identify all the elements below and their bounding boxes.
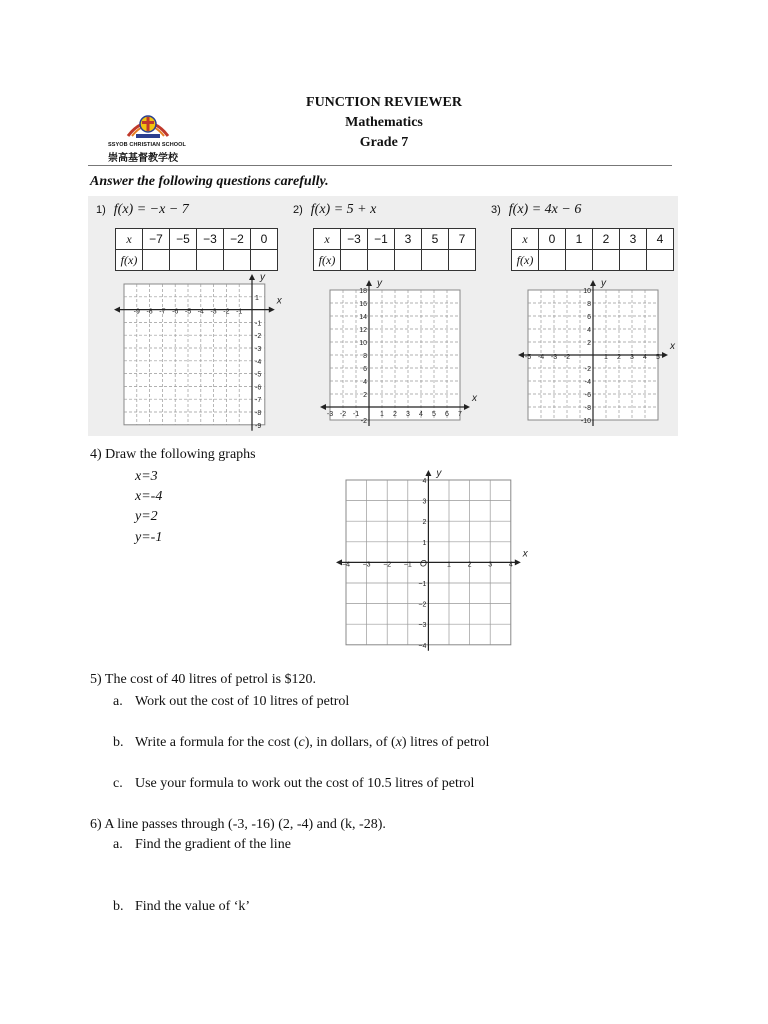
y-tick-label: 1	[255, 294, 259, 302]
x-axis-arrow-icon	[518, 352, 524, 358]
table-answer-cell[interactable]	[224, 250, 251, 271]
y-axis-label: y	[377, 278, 382, 289]
table-x-header: x	[314, 229, 341, 250]
y-tick-label: 8	[587, 301, 591, 308]
x-tick-label: -5	[184, 308, 192, 316]
x-tick-label: -1	[236, 308, 243, 316]
item-text: Write a formula for the cost (	[135, 735, 299, 750]
y-axis-label: y	[436, 468, 442, 479]
table-answer-cell[interactable]	[251, 250, 278, 271]
table-fx-header: f(x)	[512, 250, 539, 271]
problem-2-graph	[314, 274, 484, 434]
x-tick-label: -3	[550, 354, 558, 361]
y-tick-label: 10	[359, 340, 367, 347]
item-text: Use your formula to work out the cost of 10.5 litres of petrol	[135, 776, 475, 791]
x-tick-label: -9	[133, 308, 140, 316]
y-tick-label: -2	[255, 333, 262, 341]
x-tick-label: 4	[508, 561, 513, 569]
q4-line: x=3	[135, 469, 158, 484]
y-tick-label: 3	[422, 498, 427, 506]
y-axis-label: y	[601, 278, 606, 289]
x-axis-label: x	[522, 548, 528, 560]
y-tick-label: -2	[360, 418, 367, 425]
q4-graph	[332, 460, 532, 656]
table-cell: 7	[449, 229, 476, 250]
y-axis-arrow-icon	[425, 470, 431, 476]
x-tick-label: -6	[172, 308, 179, 316]
table-answer-cell[interactable]	[620, 250, 647, 271]
y-tick-label: −3	[418, 622, 427, 630]
y-tick-label: -4	[584, 379, 591, 386]
y-tick-label: -7	[255, 397, 262, 405]
problem-2-equation: f(x) = 5 + x	[310, 202, 377, 217]
y-tick-label: 18	[359, 288, 367, 295]
header-divider	[88, 165, 672, 166]
x-tick-label: 3	[406, 411, 410, 418]
y-tick-label: 10	[583, 288, 591, 295]
table-cell: −3	[341, 229, 368, 250]
table-cell: −1	[368, 229, 395, 250]
problem-3-table	[511, 228, 674, 271]
y-tick-label: -6	[255, 384, 262, 392]
table-cell: −2	[224, 229, 251, 250]
x-tick-label: 1	[447, 561, 451, 569]
problem-1-number: 1)	[96, 204, 106, 216]
y-tick-label: 14	[359, 314, 367, 321]
table-answer-cell[interactable]	[341, 250, 368, 271]
x-tick-label: 2	[467, 561, 472, 569]
y-tick-label: -2	[584, 366, 591, 373]
instructions: Answer the following questions carefully.	[90, 174, 329, 189]
x-axis-arrow-icon	[662, 352, 668, 358]
x-tick-label: −1	[403, 561, 412, 569]
y-tick-label: -10	[580, 418, 591, 425]
problem-3-equation: f(x) = 4x − 6	[508, 202, 582, 217]
x-tick-label: -2	[563, 354, 571, 361]
x-tick-label: -8	[146, 308, 153, 316]
x-tick-label: 1	[380, 411, 384, 418]
item-text: ) litres of petrol	[401, 735, 490, 750]
x-axis-arrow-icon	[269, 307, 275, 313]
y-tick-label: 12	[359, 327, 367, 334]
x-tick-label: -7	[159, 308, 166, 316]
school-crest-icon	[108, 108, 192, 142]
table-fx-header: f(x)	[116, 250, 143, 271]
y-tick-label: -8	[584, 405, 591, 412]
table-x-header: x	[512, 229, 539, 250]
x-tick-label: 4	[419, 411, 423, 418]
x-tick-label: −2	[383, 561, 392, 569]
x-axis-arrow-icon	[515, 559, 521, 565]
x-tick-label: 4	[643, 354, 647, 361]
x-axis-label: x	[670, 341, 675, 352]
x-tick-label: −4	[342, 561, 350, 569]
q4-line: x=-4	[135, 489, 163, 504]
x-tick-label: -3	[326, 411, 334, 418]
q5-item-a	[113, 694, 349, 710]
document-grade: Grade 7	[359, 135, 409, 150]
origin-label: O	[419, 558, 427, 569]
item-text: Find the value of ‘k’	[135, 899, 251, 914]
x-axis-arrow-icon	[114, 307, 120, 313]
table-answer-cell[interactable]	[593, 250, 620, 271]
y-tick-label: 8	[363, 353, 367, 360]
y-tick-label: -3	[255, 346, 262, 353]
q6-item-a	[113, 837, 291, 853]
x-tick-label: 2	[617, 354, 621, 361]
q5-item-c	[113, 776, 474, 792]
school-logo	[108, 108, 192, 168]
y-tick-label: 4	[422, 478, 427, 485]
item-letter: a.	[113, 837, 123, 852]
q5-prompt: 5) The cost of 40 litres of petrol is $120.	[90, 672, 317, 687]
item-text: Work out the cost of 10 litres of petrol	[135, 694, 350, 709]
y-tick-label: -9	[255, 422, 262, 430]
x-tick-label: 3	[630, 354, 634, 361]
x-tick-label: 6	[445, 411, 449, 418]
problem-1-equation: f(x) = −x − 7	[113, 202, 189, 217]
y-tick-label: 1	[422, 539, 427, 547]
y-tick-label: 4	[587, 327, 591, 334]
x-axis-label: x	[276, 295, 282, 307]
y-tick-label: -6	[584, 392, 591, 399]
y-tick-label: -1	[255, 320, 262, 328]
x-tick-label: 1	[604, 354, 608, 361]
y-tick-label: -4	[255, 358, 262, 366]
y-tick-label: 2	[363, 392, 367, 399]
q4-line: y=2	[135, 509, 158, 524]
x-tick-label: -2	[339, 411, 347, 418]
q6-item-b	[113, 899, 250, 915]
item-letter: b.	[113, 899, 124, 914]
q5-item-b	[113, 735, 489, 751]
problem-3-label	[491, 201, 581, 218]
x-axis-arrow-icon	[320, 404, 326, 410]
item-letter: c.	[113, 776, 123, 791]
table-answer-cell[interactable]	[170, 250, 197, 271]
y-tick-label: −2	[418, 601, 427, 609]
x-tick-label: -5	[524, 354, 532, 361]
table-answer-cell[interactable]	[197, 250, 224, 271]
table-answer-cell[interactable]	[368, 250, 395, 271]
problem-2-label	[293, 201, 376, 218]
x-tick-label: −3	[362, 561, 371, 569]
x-tick-label: -4	[537, 354, 545, 361]
y-tick-label: 6	[587, 314, 591, 321]
problem-1-graph	[112, 274, 282, 434]
table-cell: 5	[422, 229, 449, 250]
item-variable: x	[395, 735, 402, 750]
y-tick-label: −4	[418, 642, 427, 650]
y-tick-label: 4	[363, 379, 367, 386]
table-x-header: x	[116, 229, 143, 250]
item-variable: c	[298, 735, 305, 750]
table-answer-cell[interactable]	[143, 250, 170, 271]
table-cell: −3	[197, 229, 224, 250]
y-tick-label: −1	[418, 581, 427, 588]
y-axis-arrow-icon	[366, 280, 372, 286]
table-cell: 3	[395, 229, 422, 250]
q6-prompt: 6) A line passes through (-3, -16) (2, -4) and (k, -28).	[90, 817, 386, 832]
y-tick-label: 16	[359, 301, 367, 308]
x-axis-arrow-icon	[464, 404, 470, 410]
x-tick-label: 2	[393, 411, 397, 418]
table-answer-cell[interactable]	[422, 250, 449, 271]
q4-prompt: 4) Draw the following graphs	[90, 447, 256, 462]
table-answer-cell[interactable]	[539, 250, 566, 271]
school-name: SSYOB CHRISTIAN SCHOOL	[108, 142, 186, 148]
problem-2-number: 2)	[293, 204, 303, 216]
document-title: FUNCTION REVIEWER	[306, 95, 462, 110]
problem-1-label	[96, 201, 189, 218]
y-tick-label: 6	[363, 366, 367, 373]
x-tick-label: 5	[432, 411, 436, 418]
y-tick-label: -8	[255, 410, 262, 417]
table-fx-header: f(x)	[314, 250, 341, 271]
y-tick-label: 2	[422, 519, 427, 527]
x-axis-label: x	[472, 393, 477, 404]
q4-line: y=-1	[135, 530, 163, 545]
table-answer-cell[interactable]	[566, 250, 593, 271]
school-name-chinese: 崇高基督教学校	[108, 153, 178, 164]
x-tick-label: -2	[223, 308, 230, 316]
table-answer-cell[interactable]	[449, 250, 476, 271]
table-cell: 4	[647, 229, 674, 250]
table-cell: 3	[620, 229, 647, 250]
table-cell: 0	[251, 229, 278, 250]
x-tick-label: -3	[210, 308, 217, 316]
item-text: ), in dollars, of (	[304, 735, 396, 750]
problem-1-table	[115, 228, 278, 271]
grid-background	[124, 284, 265, 425]
table-cell: 0	[539, 229, 566, 250]
item-text: Find the gradient of the line	[135, 837, 291, 852]
table-cell: −7	[143, 229, 170, 250]
table-cell: 1	[566, 229, 593, 250]
y-axis-arrow-icon	[249, 274, 255, 280]
item-letter: b.	[113, 735, 124, 750]
problem-2-table	[313, 228, 476, 271]
problem-3-graph	[512, 274, 682, 434]
x-tick-label: 5	[656, 354, 660, 361]
document-subject: Mathematics	[345, 115, 423, 130]
y-axis-label: y	[260, 274, 265, 283]
table-answer-cell[interactable]	[395, 250, 422, 271]
y-axis-arrow-icon	[590, 280, 596, 286]
x-tick-label: -4	[197, 308, 204, 316]
table-answer-cell[interactable]	[647, 250, 674, 271]
x-tick-label: -1	[352, 411, 360, 418]
table-cell: −5	[170, 229, 197, 250]
table-cell: 2	[593, 229, 620, 250]
problem-3-number: 3)	[491, 204, 501, 216]
y-tick-label: 2	[587, 340, 591, 347]
y-tick-label: -5	[255, 371, 262, 379]
item-letter: a.	[113, 694, 123, 709]
x-tick-label: 3	[488, 561, 493, 569]
x-tick-label: 7	[458, 411, 462, 418]
